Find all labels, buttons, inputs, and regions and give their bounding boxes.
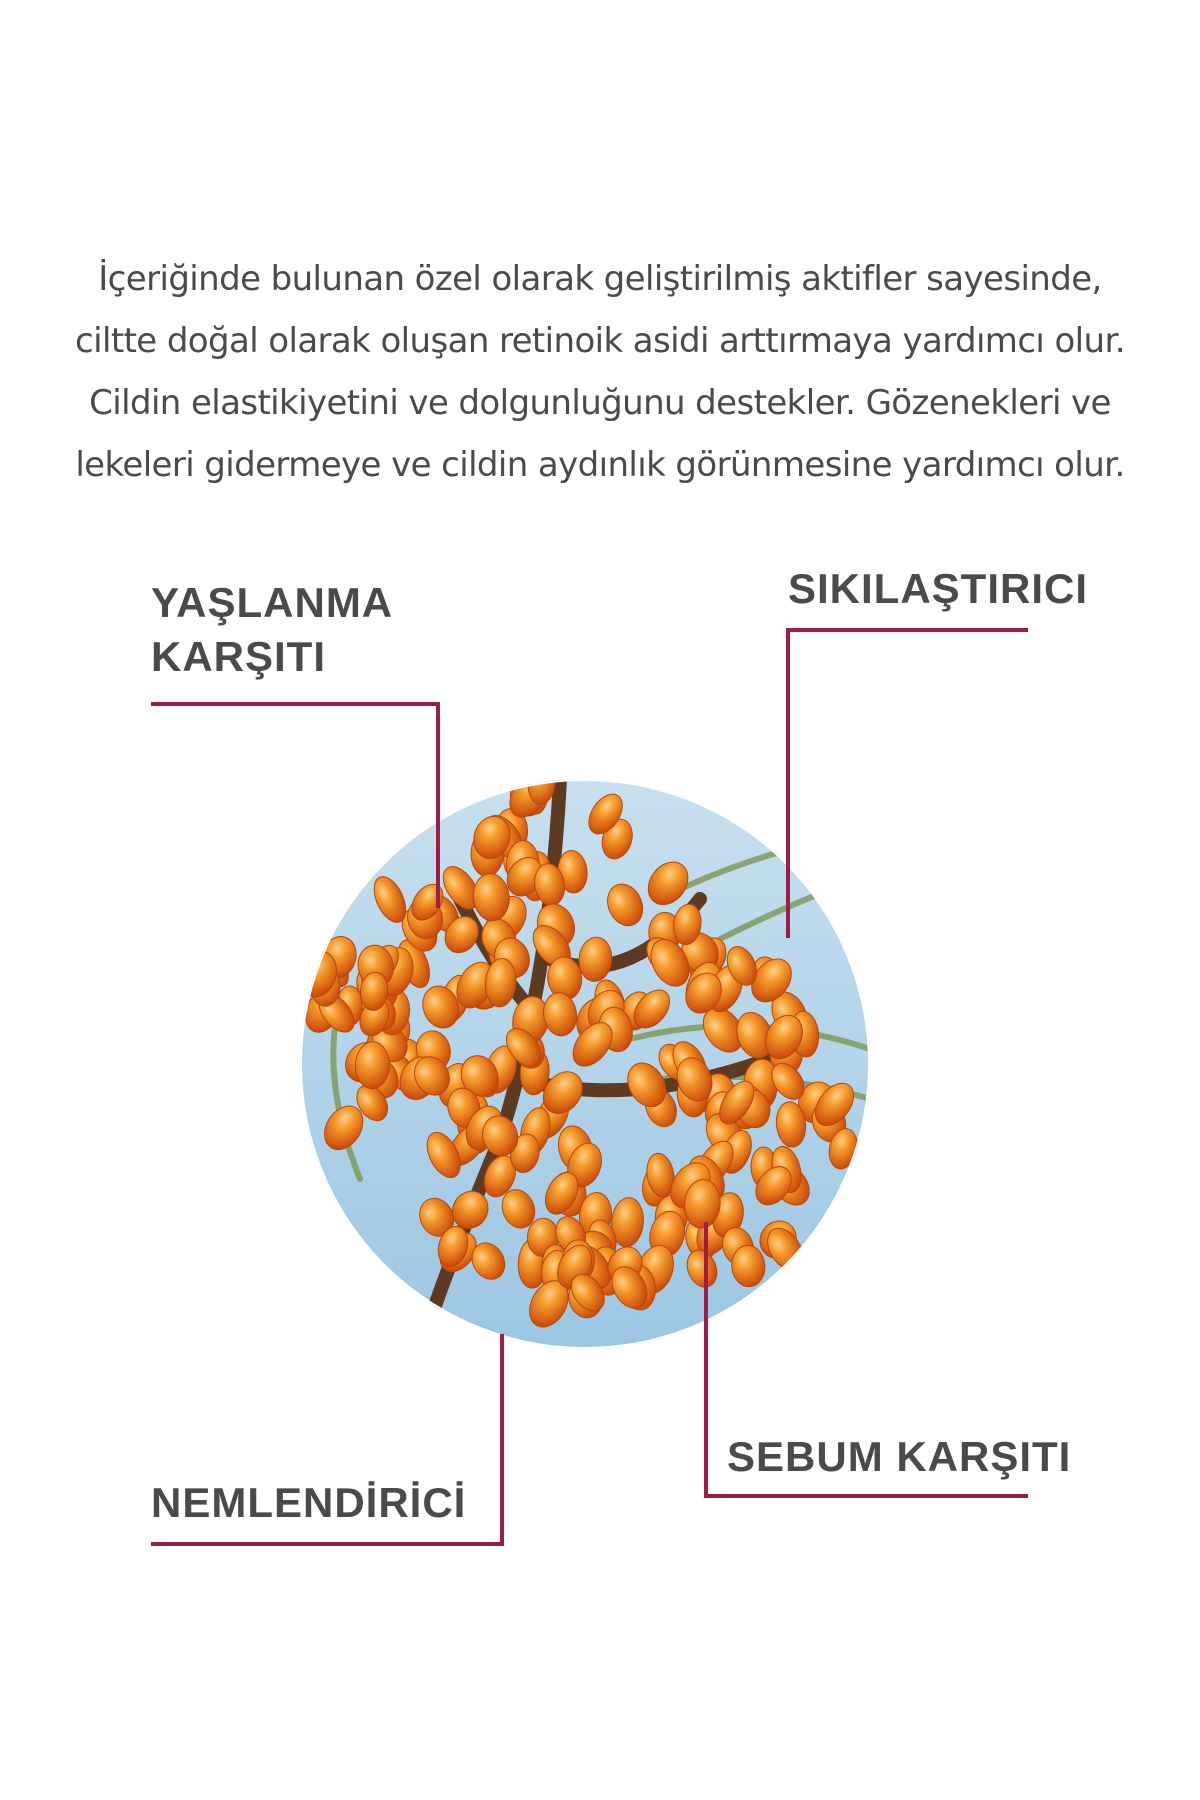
moisturizing-label: NEMLENDİRİCİ bbox=[151, 1479, 467, 1526]
firming-label: SIKILAŞTIRICI bbox=[788, 565, 1089, 612]
description-line: İçeriğinde bulunan özel olarak geliştirilmiş aktifler sayesinde, bbox=[98, 259, 1102, 299]
anti-sebum-label: SEBUM KARŞITI bbox=[727, 1433, 1072, 1480]
anti-aging-label bbox=[151, 576, 393, 684]
description-line: ciltte doğal olarak oluşan retinoik asidi arttırmaya yardımcı olur. bbox=[75, 321, 1125, 361]
description-line: lekeleri gidermeye ve cildin aydınlık görünmesine yardımcı olur. bbox=[75, 445, 1125, 485]
anti-aging-label-line: KARŞITI bbox=[151, 633, 326, 680]
anti-aging-label-line: YAŞLANMA bbox=[151, 579, 394, 626]
description-line: Cildin elastikiyetini ve dolgunluğunu destekler. Gözenekleri ve bbox=[89, 383, 1111, 423]
anti-aging-connector bbox=[151, 704, 438, 908]
firming-connector bbox=[788, 630, 1028, 938]
